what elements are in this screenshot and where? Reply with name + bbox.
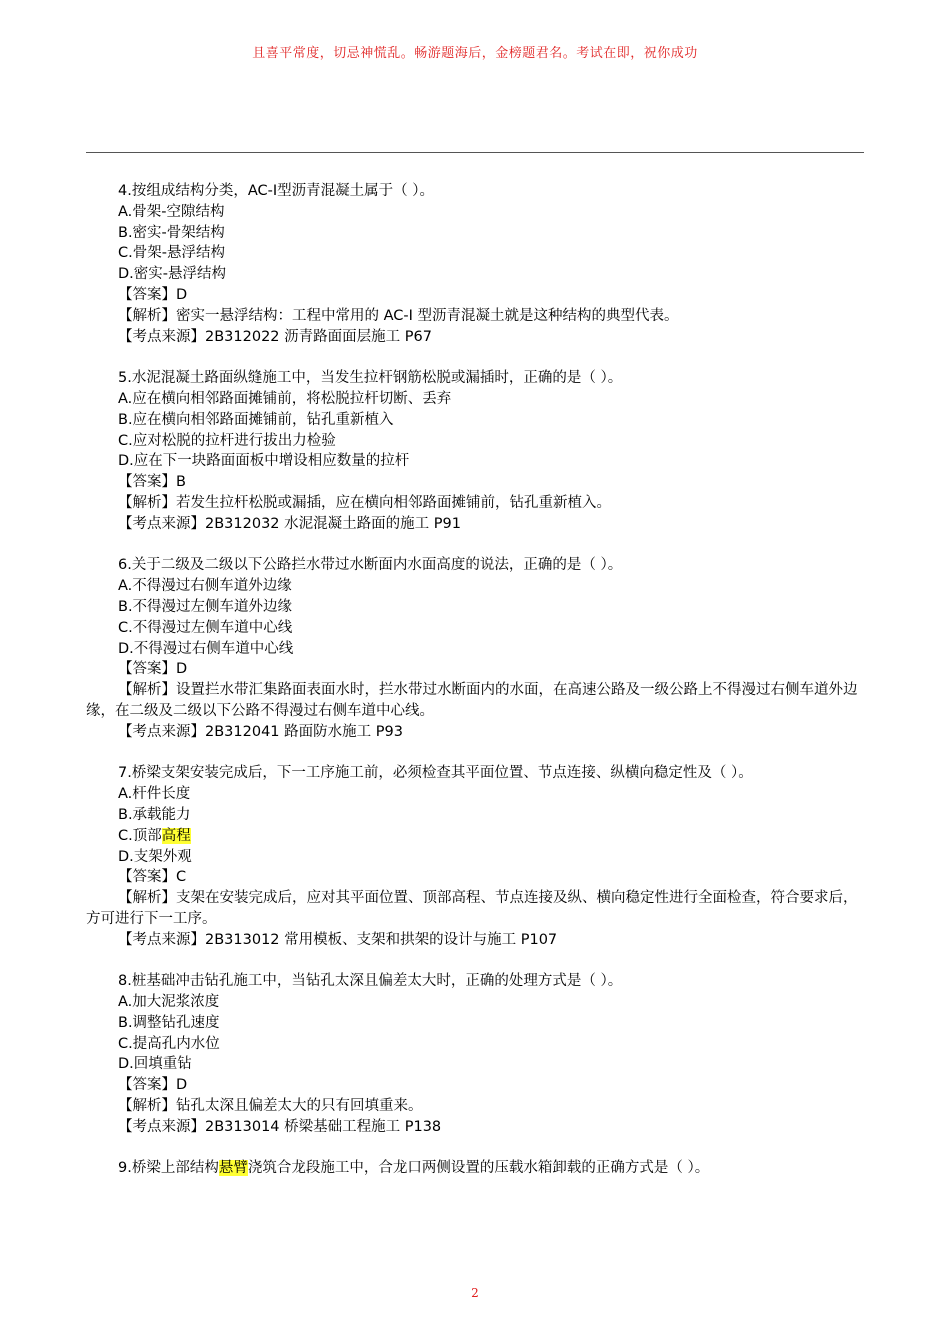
question-stem: 7.桥梁支架安装完成后，下一工序施工前，必须检查其平面位置、节点连接、纵横向稳定性及（ ）。 <box>118 765 753 782</box>
source: 【考点来源】2B313014 桥梁基础工程施工 P138 <box>118 1118 442 1135</box>
source: 【考点来源】2B313012 常用模板、支架和拱架的设计与施工 P107 <box>118 931 558 948</box>
explanation: 【解析】钻孔太深且偏差太大的只有回填重来。 <box>118 1098 423 1115</box>
header-divider <box>86 152 864 153</box>
option-c: C.提高孔内水位 <box>118 1035 220 1052</box>
answer: 【答案】D <box>118 661 188 678</box>
question-stem: 5.水泥混凝土路面纵缝施工中，当发生拉杆钢筋松脱或漏插时，正确的是（ ）。 <box>118 370 623 387</box>
option-b: B.调整钻孔速度 <box>118 1014 220 1031</box>
option-d: D.支架外观 <box>118 848 192 865</box>
highlighted-term: 高程 <box>161 827 191 844</box>
question-stem <box>86 1158 866 1179</box>
question-7 <box>86 763 866 950</box>
question-stem: 8.桩基础冲击钻孔施工中，当钻孔太深且偏差太大时，正确的处理方式是（ ）。 <box>118 973 623 990</box>
option-c: C.不得漫过左侧车道中心线 <box>118 619 293 636</box>
explanation: 【解析】若发生拉杆松脱或漏插，应在横向相邻路面摊铺前，钻孔重新植入。 <box>118 494 611 511</box>
answer: 【答案】C <box>118 869 187 886</box>
option-d: D.不得漫过右侧车道中心线 <box>118 640 294 657</box>
question-6 <box>86 555 866 742</box>
option-b: B.不得漫过左侧车道外边缘 <box>118 598 293 615</box>
option-c-text: C.顶部 <box>118 827 162 844</box>
question-5 <box>86 368 866 534</box>
header-motto: 且喜平常度，切忌神慌乱。畅游题海后，金榜题君名。考试在即，祝你成功 <box>252 46 698 61</box>
source: 【考点来源】2B312022 沥青路面面层施工 P67 <box>118 328 432 345</box>
question-stem: 6.关于二级及二级以下公路拦水带过水断面内水面高度的说法，正确的是（ ）。 <box>118 557 623 574</box>
question-stem: 4.按组成结构分类，AC-Ⅰ型沥青混凝土属于（ ）。 <box>118 183 434 199</box>
option-c <box>86 826 866 847</box>
explanation: 【解析】支架在安装完成后，应对其平面位置、顶部高程、节点连接及纵、横向稳定性进行全面检查，符合要求后，方可进行下一工序。 <box>86 890 858 927</box>
source: 【考点来源】2B312032 水泥混凝土路面的施工 P91 <box>118 515 461 532</box>
question-8 <box>86 971 866 1137</box>
option-a: A.不得漫过右侧车道外边缘 <box>118 578 292 595</box>
option-b: B.应在横向相邻路面摊铺前，钻孔重新植入 <box>118 411 394 428</box>
stem-after: 浇筑合龙段施工中，合龙口两侧设置的压载水箱卸载的正确方式是（ ）。 <box>247 1160 710 1177</box>
question-4 <box>86 181 866 347</box>
page-number: 2 <box>471 1286 479 1300</box>
source: 【考点来源】2B312041 路面防水施工 P93 <box>118 723 403 740</box>
option-a: A.骨架-空隙结构 <box>118 203 225 220</box>
option-a: A.杆件长度 <box>118 786 191 803</box>
explanation: 【解析】密实一悬浮结构：工程中常用的 AC-I 型沥青混凝土就是这种结构的典型代表。 <box>118 307 679 324</box>
answer: 【答案】B <box>118 474 186 491</box>
question-9 <box>86 1158 866 1179</box>
option-a: A.加大泥浆浓度 <box>118 994 220 1011</box>
answer: 【答案】D <box>118 286 188 303</box>
option-b: B.承载能力 <box>118 806 191 823</box>
option-b: B.密实-骨架结构 <box>118 224 225 241</box>
option-c: C.应对松脱的拉杆进行拔出力检验 <box>118 432 336 449</box>
option-a: A.应在横向相邻路面摊铺前，将松脱拉杆切断、丢弃 <box>118 390 452 407</box>
option-d: D.密实-悬浮结构 <box>118 266 227 283</box>
explanation: 【解析】设置拦水带汇集路面表面水时，拦水带过水断面内的水面，在高速公路及一级公路上不得漫过右侧车道外边缘，在二级及二级以下公路不得漫过右侧车道中心线。 <box>86 682 858 719</box>
option-d: D.回填重钻 <box>118 1056 192 1073</box>
answer: 【答案】D <box>118 1077 188 1094</box>
option-d: D.应在下一块路面面板中增设相应数量的拉杆 <box>118 453 410 470</box>
stem-before: 9.桥梁上部结构 <box>118 1160 219 1177</box>
highlighted-term: 悬臂 <box>218 1160 248 1177</box>
document-body <box>86 181 866 1200</box>
option-c: C.骨架-悬浮结构 <box>118 245 225 262</box>
